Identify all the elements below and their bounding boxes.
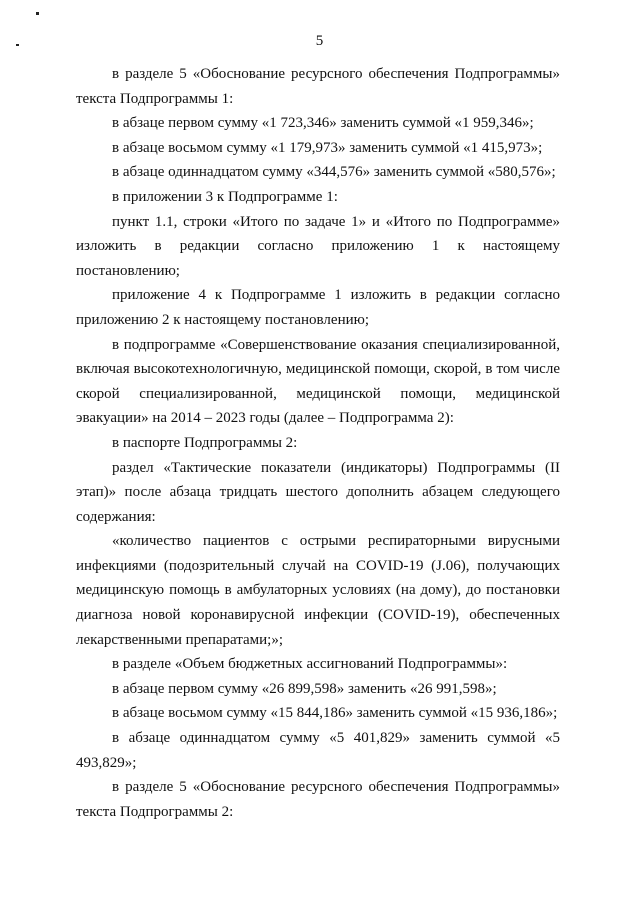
document-body [76, 62, 560, 824]
paragraph: в абзаце одиннадцатом сумму «5 401,829» заменить суммой «5 493,829»; [76, 730, 560, 771]
paragraph: в абзаце восьмом сумму «1 179,973» заменить суммой «1 415,973»; [112, 139, 543, 156]
paragraph: в разделе 5 «Обоснование ресурсного обеспечения Подпрограммы» текста Подпрограммы 1: [76, 66, 560, 107]
paragraph: раздел «Тактические показатели (индикаторы) Подпрограммы (II этап)» после абзаца тридцать шестого дополнить абзацем следующего содержания: [76, 459, 560, 525]
paragraph: «количество пациентов с острыми респираторными вирусными инфекциями (подозрительный случай на COVID-19 (J.06), получающих медицинскую помощь в амбулаторных условиях (на дому), до постановки диагноза новой коронавирусной инфекции (COVID-19), обеспеченных лекарственными препаратами;»; [76, 533, 560, 648]
paragraph: в абзаце восьмом сумму «15 844,186» заменить суммой «15 936,186»; [112, 705, 558, 722]
paragraph: в разделе «Объем бюджетных ассигнований Подпрограммы»: [112, 656, 508, 673]
paragraph: в абзаце первом сумму «26 899,598» заменить «26 991,598»; [112, 680, 497, 697]
paragraph: в абзаце одиннадцатом сумму «344,576» заменить суммой «580,576»; [112, 164, 556, 181]
paragraph: в паспорте Подпрограммы 2: [112, 434, 298, 451]
paragraph: в подпрограмме «Совершенствование оказания специализированной, включая высокотехнологичную, медицинской помощи, скорой, в том числе скорой специализированной, медицинской помощи, медицинской эвакуации» на 2014 – 2023 годы (далее – Подпрограмма 2): [76, 336, 560, 427]
paragraph: в приложении 3 к Подпрограмме 1: [112, 188, 338, 205]
paragraph: в разделе 5 «Обоснование ресурсного обеспечения Подпрограммы» текста Подпрограммы 2: [76, 779, 560, 820]
paragraph: пункт 1.1, строки «Итого по задаче 1» и «Итого по Подпрограмме» изложить в редакции согласно приложению 1 к настоящему постановлению; [76, 213, 560, 279]
page-number: 5 [315, 33, 324, 49]
scan-mark [36, 12, 39, 15]
paragraph: в абзаце первом сумму «1 723,346» заменить суммой «1 959,346»; [112, 115, 534, 132]
paragraph: приложение 4 к Подпрограмме 1 изложить в редакции согласно приложению 2 к настоящему постановлению; [76, 287, 560, 328]
